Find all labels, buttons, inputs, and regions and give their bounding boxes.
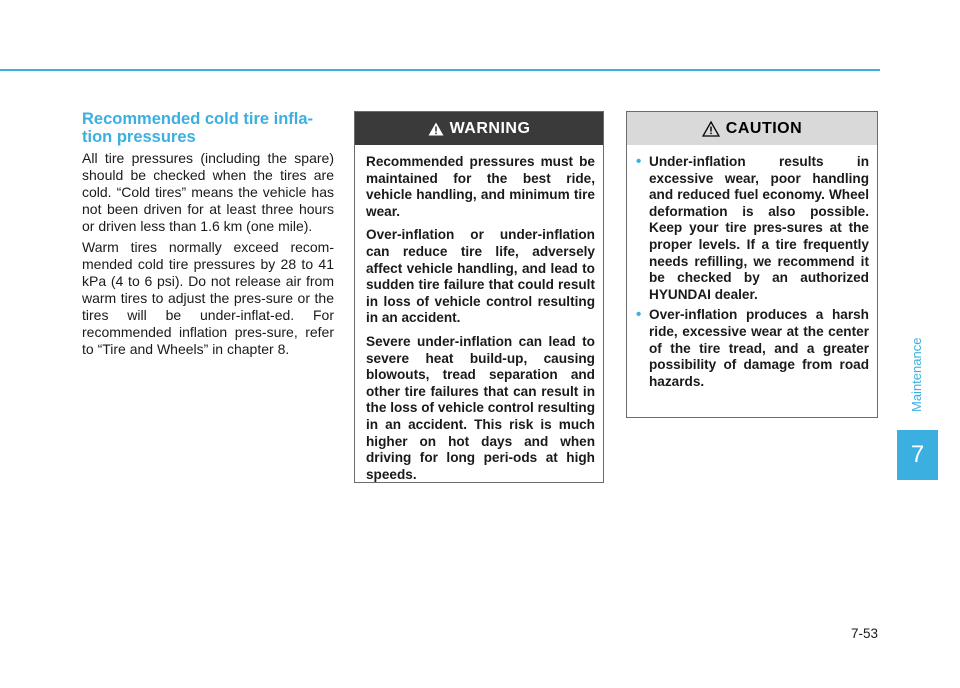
warning-paragraph: Severe under-inflation can lead to severe heat build-up, causing blowouts, tread separation and other tire failures that can result in the loss of vehicle control resulting in an accident. This risk is much higher on hot days and when driving for long peri-ods at high speeds. xyxy=(366,333,595,482)
bullet-icon: • xyxy=(636,306,642,324)
page-number: 7-53 xyxy=(850,626,878,641)
caution-item-text: Under-inflation results in excessive wear, poor handling and reduced fuel economy. Wheel deformation is also possible. Keep your tire pres-sures at the proper levels. If a tire frequently needs refilling, we recommend it be checked by an authorized HYUNDAI dealer. xyxy=(649,154,869,302)
warning-box xyxy=(354,111,604,483)
warning-body xyxy=(355,145,603,483)
caution-item-text: Over-inflation produces a harsh ride, excessive wear at the center of the tire tread, and a greater possibility of damage from road hazards. xyxy=(649,307,869,389)
body-paragraph: Warm tires normally exceed recom-mended cold tire pressures by 28 to 41 kPa (4 to 6 psi). Do not release air from warm tires to adjust the pres-sure or the tires will be under-inflat-ed. For recommended inflation pres-sure, refer to “Tire and Wheels” in chapter 8. xyxy=(82,239,334,357)
body-paragraph: All tire pressures (including the spare) should be checked when the tires are cold. “Cold tires” means the vehicle has not been driven for at least three hours or driven less than 1.6 km (one mile). xyxy=(82,150,334,234)
caution-list xyxy=(636,154,869,390)
caution-title: CAUTION xyxy=(725,119,803,137)
body-text xyxy=(82,150,334,362)
caution-item xyxy=(636,154,869,303)
warning-paragraph: Over-inflation or under-inflation can reduce tire life, adversely affect vehicle handling, and lead to sudden tire failure that could result in loss of vehicle control resulting in an accident. xyxy=(366,227,595,326)
caution-body xyxy=(627,145,877,390)
warning-header xyxy=(355,112,603,145)
bullet-icon: • xyxy=(636,153,642,170)
caution-box xyxy=(626,111,878,418)
warning-title: WARNING xyxy=(449,119,531,137)
caution-header xyxy=(627,112,877,145)
chapter-label: Maintenance xyxy=(909,337,924,413)
section-heading: Recommended cold tire infla-tion pressures xyxy=(82,110,314,146)
caution-triangle-icon xyxy=(702,121,720,137)
warning-paragraph: Recommended pressures must be maintained for the best ride, vehicle handling, and minimum tire wear. xyxy=(366,154,595,219)
chapter-tab[interactable]: 7 xyxy=(897,430,938,480)
caution-item xyxy=(636,307,869,390)
top-rule xyxy=(0,69,880,71)
warning-triangle-icon xyxy=(428,122,444,136)
